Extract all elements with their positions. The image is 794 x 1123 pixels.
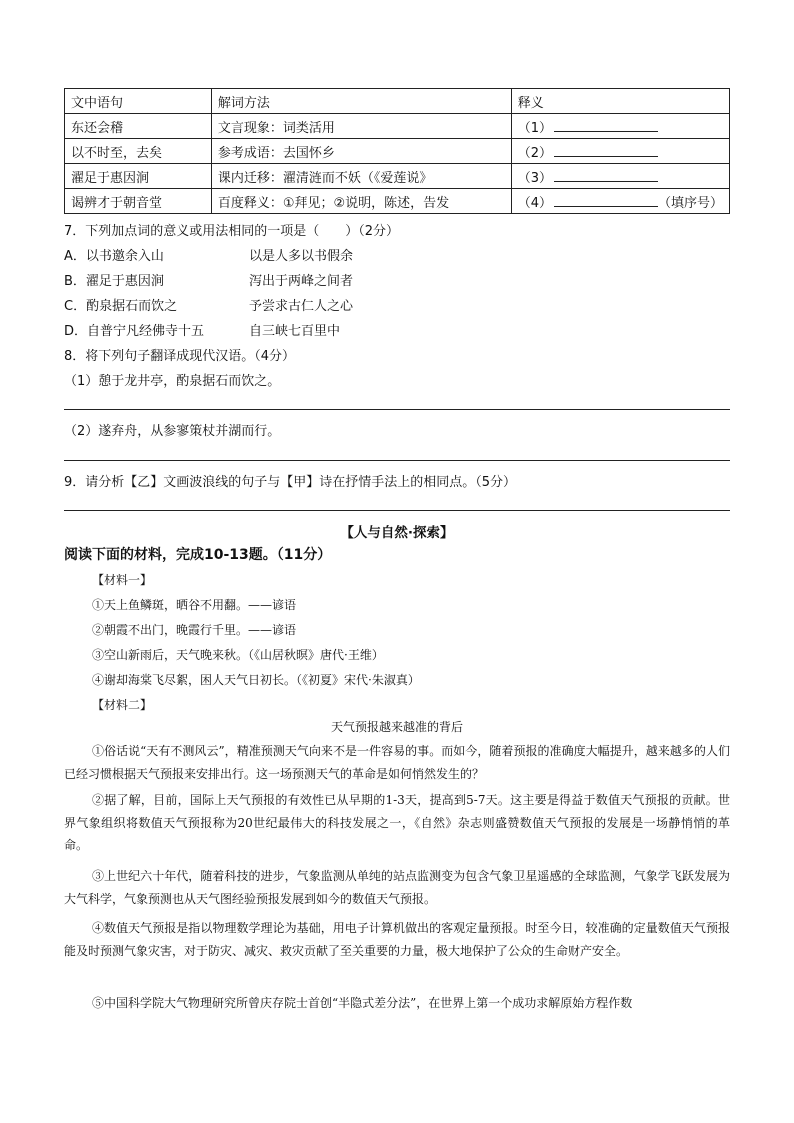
header-meaning: 释义 [511,89,729,114]
table-header-row [65,89,730,114]
material-1-item: ④谢却海棠飞尽絮，困人天气日初长。（《初夏》宋代·朱淑真） [92,673,420,687]
table-row [65,164,730,189]
answer-blank[interactable] [554,193,658,207]
q7-option-c-left[interactable]: C．酌泉据石而饮之 [64,299,178,314]
article-title: 天气预报越来越准的背后 [330,720,463,734]
q7-option-c-right: 予尝求古仁人之心 [249,299,354,314]
row-method: 文言现象：词类活用 [211,114,511,139]
answer-line[interactable] [64,510,730,511]
answer-number: （1） [517,120,552,136]
q7-option-b-left[interactable]: B．濯足于惠因涧 [64,274,164,289]
section-title: 【人与自然·探索】 [340,525,454,541]
article-paragraph: ⑤中国科学院大气物理研究所曾庆存院士首创“半隐式差分法”，在世界上第一个成功求解原始方程作数 [92,996,633,1010]
row-meaning [511,114,729,139]
table-row [65,139,730,164]
row-meaning [511,164,729,189]
row-sentence: 濯足于惠因涧 [65,164,212,189]
q8-sentence-1: （1）憩于龙井亭，酌泉据石而饮之。 [64,374,281,389]
row-meaning [511,139,729,164]
answer-number: （2） [517,145,552,161]
q7-option-a-right: 以是人多以书假余 [249,249,354,264]
material-1-label: 【材料一】 [92,573,153,587]
reading-instruction: 阅读下面的材料，完成10-13题。（11分） [64,547,332,563]
answer-blank[interactable] [554,143,658,157]
q7-option-a-left[interactable]: A．以书邀余入山 [64,249,164,264]
row-sentence: 以不时至，去矣 [65,139,212,164]
header-method: 解词方法 [211,89,511,114]
q7-option-b-right: 泻出于两峰之间者 [249,274,354,289]
answer-number: （4） [517,195,552,211]
material-1-item: ①天上鱼鳞斑，晒谷不用翻。——谚语 [92,598,297,612]
vocab-table [64,88,730,214]
article-paragraph: ④数值天气预报是指以物理数学理论为基础，用电子计算机做出的客观定量预报。时至今日，较准确的定量数值天气预报能及时预测气象灾害，对于防灾、减灾、救灾贡献了至关重要的力量，极大地保护了公众的生命财产安全。 [64,921,730,958]
material-2-label: 【材料二】 [92,698,153,712]
row-sentence: 谒辨才于朝音堂 [65,189,212,214]
row-sentence: 东还会稽 [65,114,212,139]
answer-number: （3） [517,170,552,186]
answer-blank[interactable] [554,168,658,182]
article-paragraph: ①俗话说“天有不测风云”，精准预测天气向来不是一件容易的事。而如今，随着预报的准确度大幅提升，越来越多的人们已经习惯根据天气预报来安排出行。这一场预测天气的革命是如何悄然发生的？ [64,744,730,781]
answer-suffix: （填序号） [657,195,723,211]
row-meaning [511,189,729,214]
q8-stem: 8．将下列句子翻译成现代汉语。（4分） [64,349,296,364]
table-row [65,114,730,139]
q7-stem: 7．下列加点词的意义或用法相同的一项是（ ）（2分） [64,224,400,239]
answer-line[interactable] [64,460,730,461]
q7-option-d-right: 自三峡七百里中 [249,324,341,339]
article-paragraph: ②据了解，目前，国际上天气预报的有效性已从早期的1-3天，提高到5-7天。这主要是得益于数值天气预报的贡献。世界气象组织将数值天气预报称为20世纪最伟大的科技发展之一，《自然》杂志则盛赞数值天气预报的发展是一场静悄悄的革命。 [64,793,730,852]
material-1-item: ③空山新雨后，天气晚来秋。（《山居秋暝》唐代·王维） [92,648,384,662]
q8-sentence-2: （2）遂弃舟，从参寥策杖并湖而行。 [64,424,281,439]
q7-option-d-left[interactable]: D．自普宁凡经佛寺十五 [64,324,205,339]
article-paragraph: ③上世纪六十年代，随着科技的进步，气象监测从单纯的站点监测变为包含气象卫星遥感的全球监测，气象学飞跃发展为大气科学，气象预测也从天气图经验预报发展到如今的数值天气预报。 [64,869,730,906]
answer-blank[interactable] [554,118,658,132]
q9-stem: 9．请分析【乙】文画波浪线的句子与【甲】诗在抒情手法上的相同点。（5分） [64,475,517,490]
row-method: 百度释义：①拜见；②说明，陈述，告发 [211,189,511,214]
header-sentence: 文中语句 [65,89,212,114]
row-method: 参考成语：去国怀乡 [211,139,511,164]
material-1-item: ②朝霞不出门，晚霞行千里。——谚语 [92,623,297,637]
table-row [65,189,730,214]
row-method: 课内迁移：濯清涟而不妖（《爱莲说》 [211,164,511,189]
answer-line[interactable] [64,409,730,410]
